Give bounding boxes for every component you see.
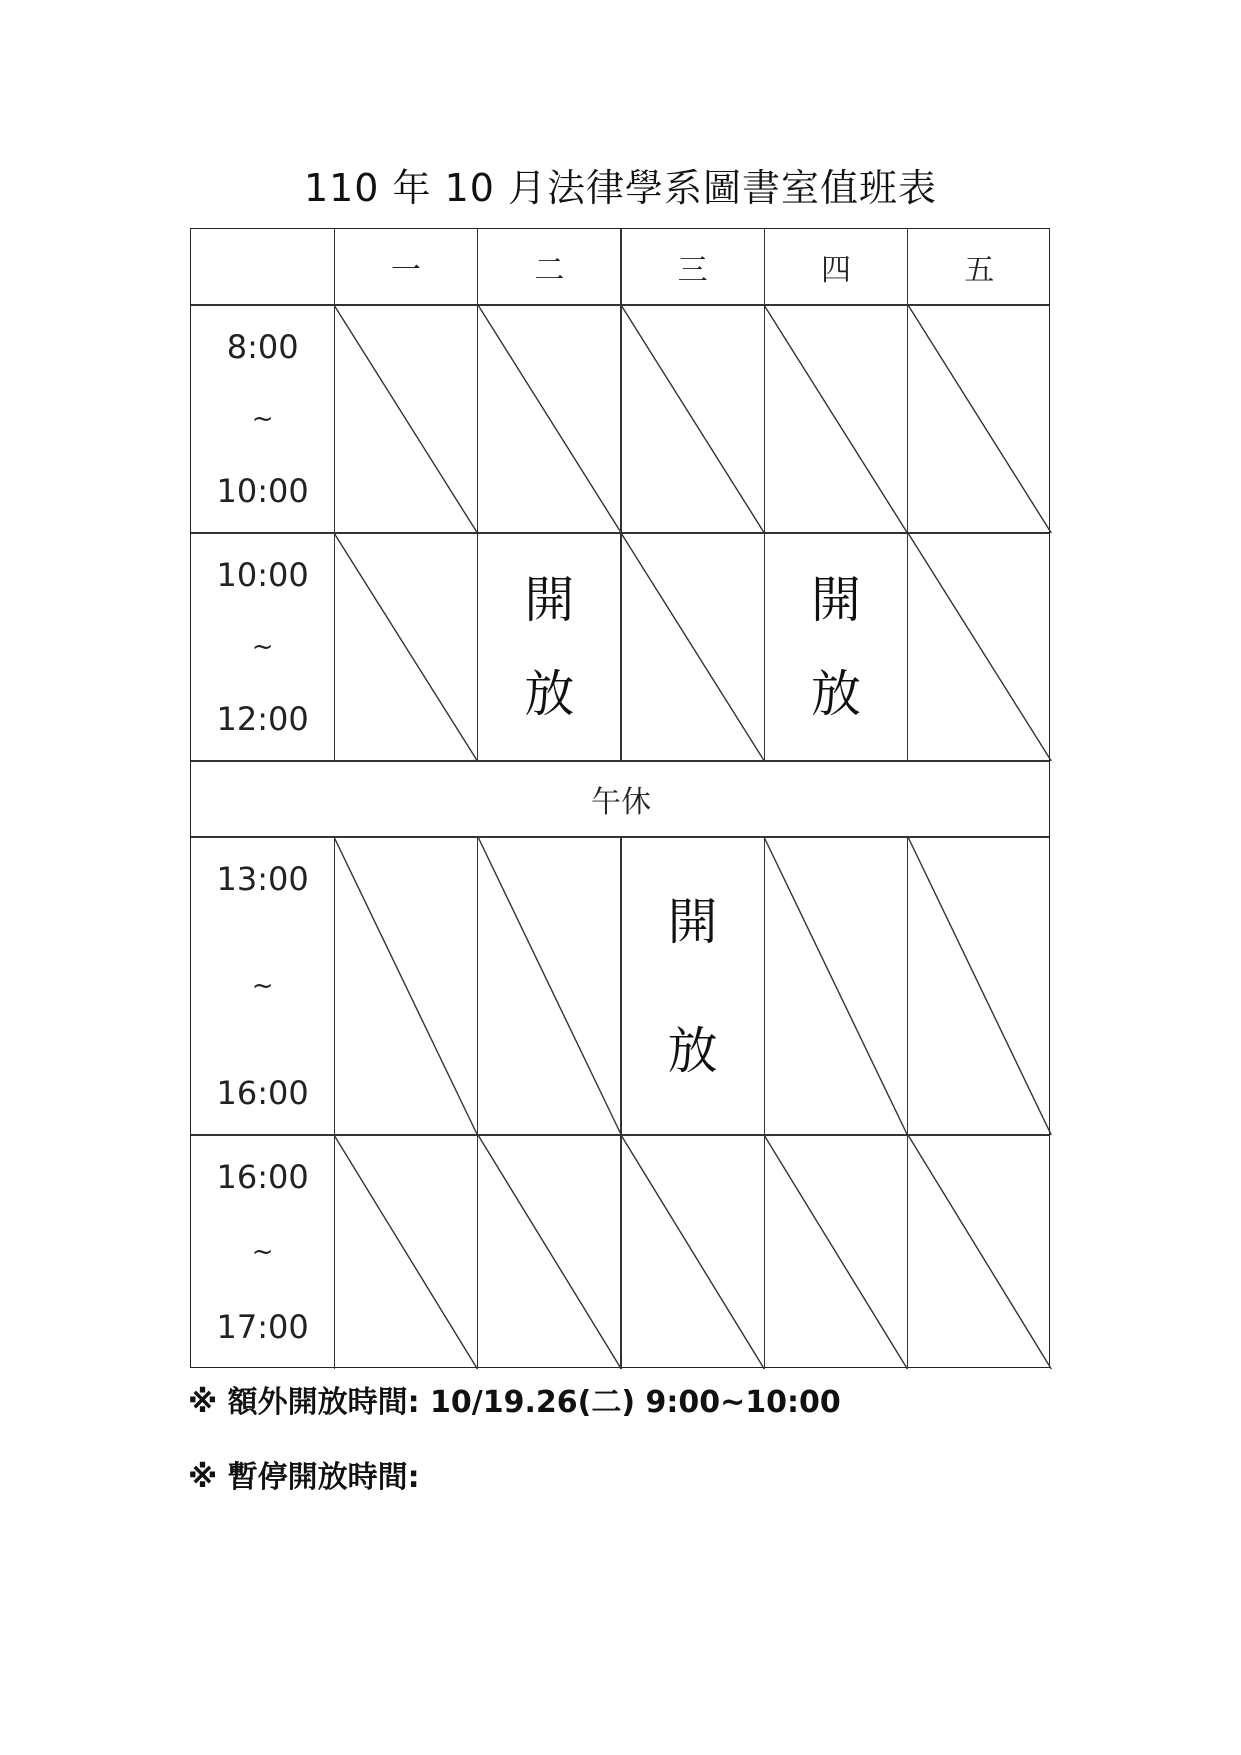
lunch-break-label: 午休 bbox=[591, 785, 651, 820]
open-slot-char: 放 bbox=[810, 665, 861, 723]
time-end: 16:00 bbox=[216, 1074, 309, 1112]
time-start: 8:00 bbox=[226, 328, 299, 366]
time-separator: ~ bbox=[251, 971, 274, 1001]
closed-slot-diagonal bbox=[908, 305, 1051, 533]
closed-slot-line bbox=[908, 305, 1051, 533]
closed-slot-line bbox=[764, 1135, 907, 1369]
closed-slot-line bbox=[334, 533, 477, 761]
closed-slot-diagonal bbox=[334, 837, 477, 1135]
closed-slot-diagonal bbox=[908, 837, 1051, 1135]
closed-slot-line bbox=[334, 305, 477, 533]
closed-slot-line bbox=[908, 837, 1051, 1135]
day-header-label: 一 bbox=[390, 253, 421, 288]
time-slot-label bbox=[191, 533, 334, 761]
open-slot-char: 放 bbox=[524, 665, 575, 723]
closed-slot-diagonal bbox=[478, 305, 621, 533]
closed-slot-diagonal bbox=[764, 1135, 907, 1369]
open-slot-char: 開 bbox=[667, 892, 718, 951]
day-header-label: 三 bbox=[677, 253, 708, 288]
closed-slot-diagonal bbox=[478, 837, 621, 1135]
closed-slot-line bbox=[478, 837, 621, 1135]
day-header bbox=[621, 229, 764, 305]
day-header bbox=[334, 229, 477, 305]
time-end: 10:00 bbox=[216, 472, 309, 510]
closed-slot-line bbox=[621, 305, 764, 533]
time-start: 13:00 bbox=[216, 860, 309, 898]
lunch-break-row bbox=[191, 761, 1051, 837]
time-start: 16:00 bbox=[216, 1158, 309, 1196]
day-header-label: 五 bbox=[964, 253, 995, 288]
page-title: 110 年 10 月法律學系圖書室值班表 bbox=[303, 166, 938, 210]
open-slot bbox=[621, 837, 764, 1135]
note-suspended-time: ※ 暫停開放時間: bbox=[188, 1460, 420, 1495]
open-slot bbox=[764, 533, 907, 761]
closed-slot-line bbox=[908, 533, 1051, 761]
closed-slot-line bbox=[764, 837, 907, 1135]
closed-slot-line bbox=[764, 305, 907, 533]
closed-slot-diagonal bbox=[764, 837, 907, 1135]
time-separator: ~ bbox=[251, 404, 274, 434]
closed-slot-diagonal bbox=[478, 1135, 621, 1369]
time-separator: ~ bbox=[251, 632, 274, 662]
closed-slot-diagonal bbox=[334, 1135, 477, 1369]
closed-slot-diagonal bbox=[621, 305, 764, 533]
time-slot-label bbox=[191, 837, 334, 1135]
time-separator: ~ bbox=[251, 1237, 274, 1267]
schedule-table bbox=[190, 228, 1050, 1368]
closed-slot-line bbox=[334, 837, 477, 1135]
open-slot-char: 放 bbox=[667, 1021, 718, 1080]
closed-slot-diagonal bbox=[764, 305, 907, 533]
open-slot-char: 開 bbox=[810, 571, 861, 629]
closed-slot-diagonal bbox=[621, 1135, 764, 1369]
day-header bbox=[764, 229, 907, 305]
time-slot-label bbox=[191, 305, 334, 533]
closed-slot-diagonal bbox=[621, 533, 764, 761]
time-slot-label bbox=[191, 1135, 334, 1369]
day-header bbox=[908, 229, 1051, 305]
open-slot bbox=[478, 533, 621, 761]
closed-slot-line bbox=[621, 1135, 764, 1369]
closed-slot-line bbox=[334, 1135, 477, 1369]
closed-slot-diagonal bbox=[334, 305, 477, 533]
closed-slot-diagonal bbox=[334, 533, 477, 761]
closed-slot-line bbox=[621, 533, 764, 761]
closed-slot-diagonal bbox=[908, 1135, 1051, 1369]
closed-slot-line bbox=[908, 1135, 1051, 1369]
note-extra-open-time: ※ 額外開放時間: 10/19.26(二) 9:00~10:00 bbox=[188, 1385, 841, 1420]
closed-slot-line bbox=[478, 1135, 621, 1369]
day-header-label: 四 bbox=[820, 253, 851, 288]
time-start: 10:00 bbox=[216, 556, 309, 594]
time-end: 12:00 bbox=[216, 700, 309, 738]
open-slot-char: 開 bbox=[524, 571, 575, 629]
time-end: 17:00 bbox=[216, 1308, 309, 1346]
day-header bbox=[478, 229, 621, 305]
closed-slot-line bbox=[478, 305, 621, 533]
closed-slot-diagonal bbox=[908, 533, 1051, 761]
day-header-label: 二 bbox=[534, 253, 565, 288]
